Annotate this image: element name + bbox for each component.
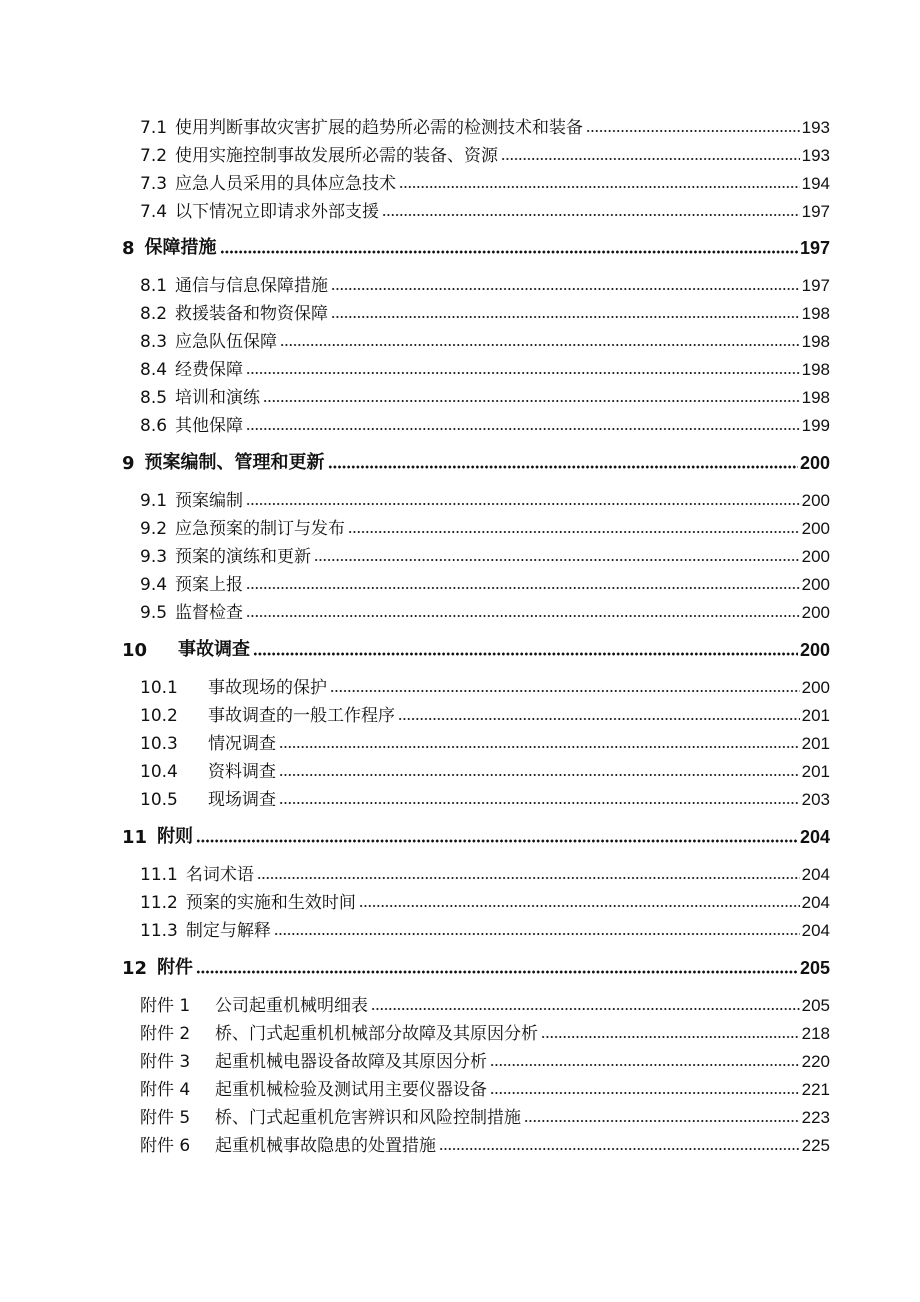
- toc-title: 附件: [157, 957, 194, 978]
- toc-number: 9.3: [140, 547, 168, 567]
- dot-leader: [490, 1091, 800, 1095]
- toc-page: 225: [801, 1136, 830, 1155]
- toc-number: 7.2: [140, 146, 168, 166]
- toc-title: 资料调查: [208, 762, 276, 782]
- toc-entry-9-1[interactable]: [0, 483, 920, 511]
- toc-entry-10-1[interactable]: [0, 670, 920, 698]
- toc-entry-8-4[interactable]: [0, 352, 920, 380]
- toc-entry-8-1[interactable]: [0, 268, 920, 296]
- toc-chapter-9[interactable]: [0, 446, 920, 474]
- toc-attachment-2[interactable]: [0, 1016, 920, 1044]
- toc-title: 预案编制: [175, 491, 244, 511]
- toc-page: 197: [799, 238, 830, 258]
- dot-leader: [331, 287, 800, 291]
- toc-number: 10.5: [140, 790, 178, 810]
- toc-number: 9.4: [140, 575, 168, 595]
- toc-number: 10.3: [140, 734, 178, 754]
- toc-number: 10: [122, 640, 148, 661]
- toc-title: 起重机械事故隐患的处置措施: [215, 1136, 436, 1156]
- toc-title: 监督检查: [175, 603, 244, 623]
- toc-title: 经费保障: [175, 360, 244, 380]
- toc-number: 8.4: [140, 360, 168, 380]
- toc-entry-8-5[interactable]: [0, 380, 920, 408]
- toc-entry-7-4[interactable]: [0, 194, 920, 222]
- toc-page: 218: [801, 1024, 830, 1043]
- dot-leader: [274, 932, 800, 936]
- toc-entry-8-6[interactable]: [0, 408, 920, 436]
- toc-number: 附件 6: [140, 1136, 191, 1156]
- toc-title: 救援装备和物资保障: [175, 304, 329, 324]
- dot-leader: [398, 717, 800, 721]
- toc-title: 附则: [157, 826, 194, 847]
- toc-number: 9.1: [140, 491, 168, 511]
- toc-title: 保障措施: [144, 237, 217, 258]
- dot-leader: [263, 399, 800, 403]
- toc-number: 10.4: [140, 762, 178, 782]
- toc-number: 附件 5: [140, 1108, 191, 1128]
- dot-leader: [253, 652, 798, 656]
- toc-entry-10-5[interactable]: [0, 782, 920, 810]
- dot-leader: [246, 427, 800, 431]
- toc-number: 附件 4: [140, 1080, 191, 1100]
- dot-leader: [331, 315, 800, 319]
- dot-leader: [280, 343, 800, 347]
- toc-entry-9-3[interactable]: [0, 539, 920, 567]
- toc-attachment-4[interactable]: [0, 1072, 920, 1100]
- dot-leader: [246, 371, 800, 375]
- dot-leader: [541, 1035, 800, 1039]
- toc-title: 培训和演练: [175, 388, 261, 408]
- toc-number: 8.2: [140, 304, 168, 324]
- toc-entry-8-2[interactable]: [0, 296, 920, 324]
- toc-entry-9-4[interactable]: [0, 567, 920, 595]
- toc-title: 应急队伍保障: [175, 332, 278, 352]
- toc-entry-9-2[interactable]: [0, 511, 920, 539]
- dot-leader: [330, 689, 800, 693]
- dot-leader: [382, 213, 800, 217]
- toc-page: 204: [799, 827, 830, 847]
- dot-leader: [524, 1119, 800, 1123]
- toc-chapter-8[interactable]: [0, 231, 920, 259]
- toc-number: 8.1: [140, 276, 168, 296]
- toc-page: 221: [801, 1080, 830, 1099]
- toc-number: 11.2: [140, 893, 178, 913]
- toc-page: 204: [801, 893, 830, 912]
- toc-page: 193: [801, 118, 830, 137]
- toc-page: 198: [801, 304, 830, 323]
- toc-number: 附件 3: [140, 1052, 191, 1072]
- toc-page: 200: [801, 575, 830, 594]
- toc-title: 其他保障: [175, 416, 244, 436]
- toc-entry-11-2[interactable]: [0, 885, 920, 913]
- toc-page: 220: [801, 1052, 830, 1071]
- dot-leader: [328, 465, 798, 469]
- toc-title: 起重机械电器设备故障及其原因分析: [215, 1052, 487, 1072]
- toc-entry-8-3[interactable]: [0, 324, 920, 352]
- toc-entry-7-1[interactable]: [0, 110, 920, 138]
- toc-title: 桥、门式起重机危害辨识和风险控制措施: [215, 1108, 521, 1128]
- dot-leader: [371, 1007, 800, 1011]
- toc-attachment-5[interactable]: [0, 1100, 920, 1128]
- dot-leader: [279, 745, 800, 749]
- toc-title: 情况调查: [208, 734, 276, 754]
- toc-entry-10-4[interactable]: [0, 754, 920, 782]
- toc-number: 8.6: [140, 416, 168, 436]
- toc-title: 预案上报: [175, 575, 244, 595]
- toc-number: 8: [122, 238, 135, 259]
- toc-page: 199: [801, 416, 830, 435]
- toc-title: 制定与解释: [185, 921, 271, 941]
- toc-number: 10.1: [140, 678, 178, 698]
- toc-title: 事故现场的保护: [208, 678, 327, 698]
- dot-leader: [439, 1147, 800, 1151]
- dot-leader: [279, 773, 800, 777]
- toc-attachment-1[interactable]: [0, 988, 920, 1016]
- toc-entry-11-1[interactable]: [0, 857, 920, 885]
- toc-page: 194: [801, 174, 830, 193]
- toc-page: 205: [799, 958, 830, 978]
- toc-page: 223: [801, 1108, 830, 1127]
- toc-number: 7.1: [140, 118, 168, 138]
- toc-title: 预案的实施和生效时间: [185, 893, 356, 913]
- toc-title: 应急人员采用的具体应急技术: [175, 174, 397, 194]
- toc-number: 9: [122, 453, 135, 474]
- dot-leader: [501, 157, 800, 161]
- toc-chapter-11[interactable]: [0, 820, 920, 848]
- toc-page: 200: [801, 678, 830, 697]
- toc-number: 9.5: [140, 603, 168, 623]
- toc-title: 名词术语: [185, 865, 254, 885]
- toc-page: 200: [799, 640, 830, 660]
- dot-leader: [196, 839, 798, 843]
- toc-page: 200: [801, 547, 830, 566]
- toc-page: 200: [799, 453, 830, 473]
- toc-page: 201: [801, 734, 830, 753]
- toc-number: 附件 2: [140, 1024, 191, 1044]
- toc-number: 10.2: [140, 706, 178, 726]
- toc-page: 200: [801, 603, 830, 622]
- toc-title: 以下情况立即请求外部支援: [175, 202, 380, 222]
- toc-title: 公司起重机械明细表: [215, 996, 368, 1016]
- toc-title: 应急预案的制订与发布: [175, 519, 346, 539]
- toc-title: 使用判断事故灾害扩展的趋势所必需的检测技术和装备: [175, 118, 584, 138]
- toc-number: 7.4: [140, 202, 168, 222]
- toc-chapter-10[interactable]: [0, 633, 920, 661]
- toc-title: 事故调查: [178, 639, 250, 660]
- toc-page: 204: [801, 865, 830, 884]
- toc-title: 桥、门式起重机机械部分故障及其原因分析: [215, 1024, 538, 1044]
- toc-attachment-3[interactable]: [0, 1044, 920, 1072]
- toc-entry-10-2[interactable]: [0, 698, 920, 726]
- toc-title: 预案的演练和更新: [175, 547, 312, 567]
- dot-leader: [314, 558, 800, 562]
- toc-entry-7-3[interactable]: [0, 166, 920, 194]
- toc-page: 205: [801, 996, 830, 1015]
- toc-title: 事故调查的一般工作程序: [208, 706, 395, 726]
- dot-leader: [257, 876, 800, 880]
- dot-leader: [348, 530, 800, 534]
- toc-number: 11: [122, 827, 148, 848]
- toc-entry-9-5[interactable]: [0, 595, 920, 623]
- toc-page: 200: [801, 519, 830, 538]
- toc-title: 使用实施控制事故发展所必需的装备、资源: [175, 146, 499, 166]
- toc-number: 9.2: [140, 519, 168, 539]
- dot-leader: [279, 801, 800, 805]
- toc-page: 193: [801, 146, 830, 165]
- dot-leader: [490, 1063, 800, 1067]
- dot-leader: [359, 904, 800, 908]
- toc-page: 201: [801, 706, 830, 725]
- toc-number: 8.3: [140, 332, 168, 352]
- dot-leader: [196, 970, 798, 974]
- dot-leader: [586, 129, 800, 133]
- toc-attachment-6[interactable]: [0, 1128, 920, 1156]
- toc-page: 197: [801, 276, 830, 295]
- toc-page: 204: [801, 921, 830, 940]
- toc-chapter-12[interactable]: [0, 951, 920, 979]
- toc-number: 11.1: [140, 865, 178, 885]
- toc-entry-7-2[interactable]: [0, 138, 920, 166]
- toc-title: 现场调查: [208, 790, 276, 810]
- toc-number: 8.5: [140, 388, 168, 408]
- toc-page: 201: [801, 762, 830, 781]
- dot-leader: [399, 185, 800, 189]
- toc-number: 7.3: [140, 174, 168, 194]
- toc-page: 203: [801, 790, 830, 809]
- toc-number: 12: [122, 958, 148, 979]
- dot-leader: [246, 502, 800, 506]
- toc-title: 通信与信息保障措施: [175, 276, 329, 296]
- toc-entry-10-3[interactable]: [0, 726, 920, 754]
- toc-title: 起重机械检验及测试用主要仪器设备: [215, 1080, 487, 1100]
- toc-page: 198: [801, 388, 830, 407]
- toc-entry-11-3[interactable]: [0, 913, 920, 941]
- dot-leader: [246, 614, 800, 618]
- toc-page: 198: [801, 332, 830, 351]
- toc-number: 附件 1: [140, 996, 191, 1016]
- toc-page: 197: [801, 202, 830, 221]
- toc-page: 198: [801, 360, 830, 379]
- toc-title: 预案编制、管理和更新: [144, 452, 325, 473]
- dot-leader: [220, 250, 798, 254]
- toc-number: 11.3: [140, 921, 178, 941]
- toc-page: 200: [801, 491, 830, 510]
- dot-leader: [246, 586, 800, 590]
